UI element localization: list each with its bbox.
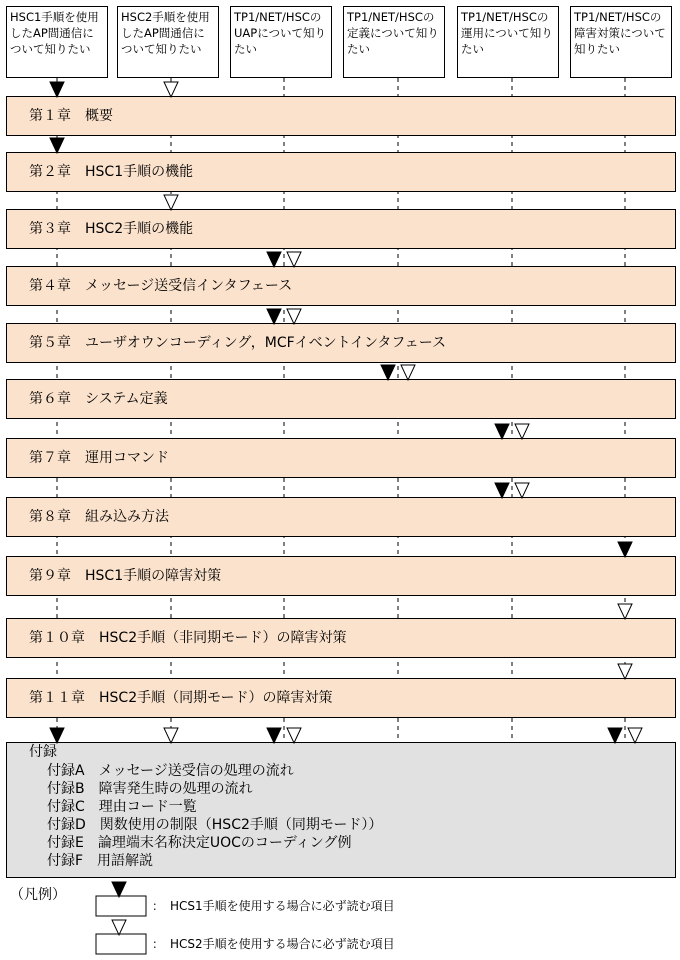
chapter-5-hsc2-marker	[287, 309, 301, 324]
legend-hsc1-text: ： HCS1手順を使用する場合に必ず読む項目	[152, 899, 395, 913]
appendix-item: 付録D 関数使用の制限（HSC2手順（同期モード））	[47, 817, 383, 833]
chapter-6-hsc2-marker	[401, 365, 415, 380]
appendix-hsc2-marker	[628, 728, 642, 743]
reader-heading-1: HSC1手順を使用したAP間通信について知りたい	[6, 6, 108, 78]
appendix-item: 付録B 障害発生時の処理の流れ	[47, 781, 253, 797]
reader-heading-4: TP1/NET/HSCの定義について知りたい	[343, 6, 445, 78]
chapter-7-hsc1-marker	[495, 424, 509, 439]
appendix-item: 付録A メッセージ送受信の処理の流れ	[47, 763, 294, 779]
chapter-label: 第２章 HSC1手順の機能	[29, 164, 194, 180]
appendix-item: 付録F 用語解説	[47, 853, 154, 869]
chapter-8-hsc2-marker	[515, 483, 529, 498]
reader-heading-3: TP1/NET/HSCのUAPについて知りたい	[230, 6, 332, 78]
legend-hsc1-box	[96, 896, 146, 916]
chapter-9-hsc1-marker	[618, 542, 632, 557]
appendix-hsc1-marker	[608, 728, 622, 743]
legend-hsc2-marker	[112, 920, 126, 935]
chapter-4-hsc2-marker	[287, 252, 301, 267]
chapter-1-hsc2-marker	[164, 82, 178, 97]
chapter-11-hsc2-marker	[618, 664, 632, 679]
reader-heading-6: TP1/NET/HSCの障害対策について知りたい	[570, 6, 672, 78]
legend-hsc2-box	[96, 934, 146, 954]
chapter-label: 第３章 HSC2手順の機能	[29, 221, 194, 237]
appendix-item: 付録E 論理端末名称決定UOCのコーディング例	[47, 835, 352, 851]
chapter-label: 第９章 HSC1手順の障害対策	[29, 568, 222, 584]
chapter-4-hsc1-marker	[267, 252, 281, 267]
chapter-label: 第６章 システム定義	[29, 391, 168, 407]
legend-hsc2-text: ： HCS2手順を使用する場合に必ず読む項目	[152, 937, 395, 951]
chapter-label: 第１１章 HSC2手順（同期モード）の障害対策	[29, 690, 333, 706]
legend-title: （凡例）	[10, 887, 66, 903]
appendix-hsc2-marker	[164, 728, 178, 743]
chapter-1-hsc1-marker	[50, 82, 64, 97]
chapter-label: 第１章 概要	[29, 108, 113, 124]
appendix-hsc2-marker	[287, 728, 301, 743]
legend-hsc1-marker	[112, 882, 126, 897]
chapter-8-hsc1-marker	[495, 483, 509, 498]
chapter-label: 第１０章 HSC2手順（非同期モード）の障害対策	[29, 630, 347, 646]
reader-heading-5: TP1/NET/HSCの運用について知りたい	[457, 6, 559, 78]
chapter-10-hsc2-marker	[618, 604, 632, 619]
chapter-label: 第８章 組み込み方法	[29, 509, 169, 525]
chapter-7-hsc2-marker	[515, 424, 529, 439]
chapter-label: 第４章 メッセージ送受信インタフェース	[29, 278, 293, 294]
chapter-3-hsc2-marker	[164, 195, 178, 210]
appendix-hsc1-marker	[267, 728, 281, 743]
chapter-label: 第７章 運用コマンド	[29, 450, 169, 466]
appendix-item: 付録C 理由コード一覧	[47, 799, 197, 815]
appendix-title: 付録	[29, 744, 57, 760]
chapter-5-hsc1-marker	[267, 309, 281, 324]
chapter-label: 第５章 ユーザオウンコーディング，MCFイベントインタフェース	[29, 335, 447, 351]
chapter-6-hsc1-marker	[381, 365, 395, 380]
reader-heading-2: HSC2手順を使用したAP間通信について知りたい	[117, 6, 219, 78]
chapter-2-hsc1-marker	[50, 138, 64, 153]
appendix-hsc1-marker	[50, 728, 64, 743]
